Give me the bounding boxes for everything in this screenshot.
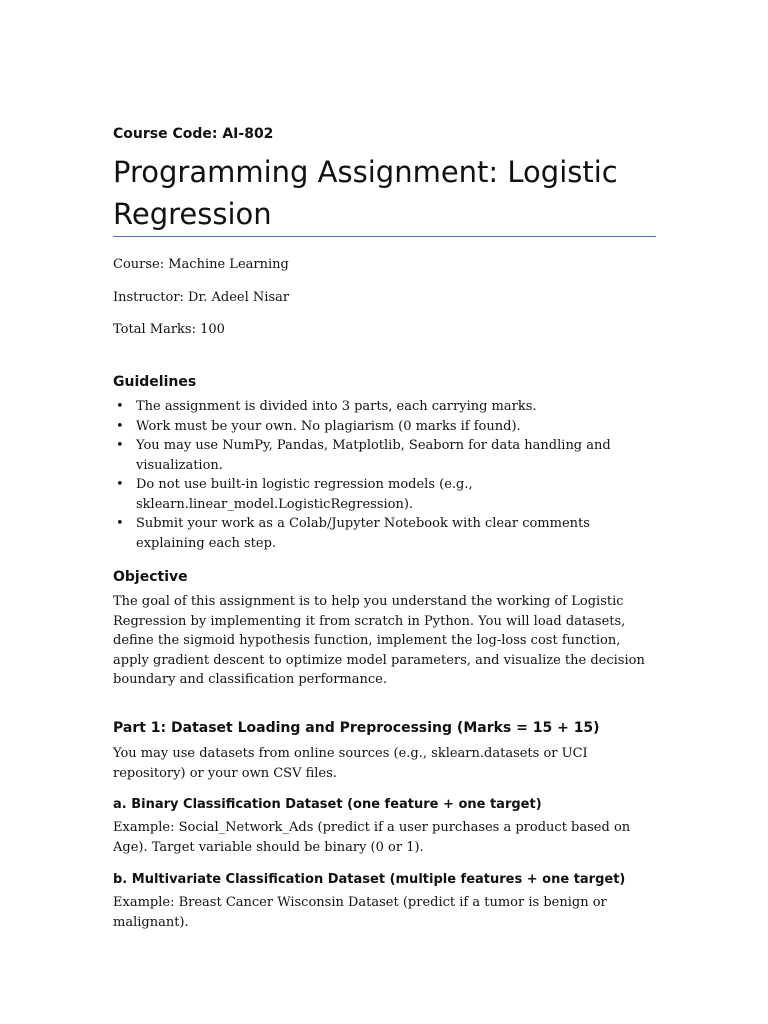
list-item: • Submit your work as a Colab/Jupyter Notebook with clear comments explaining each step. [113,514,658,553]
guidelines-list [113,397,658,553]
course-code: Course Code: AI-802 [113,126,274,142]
list-item: • You may use NumPy, Pandas, Matplotlib, Seaborn for data handling and visualization. [113,436,658,475]
title-divider [113,236,656,237]
course-name: Course: Machine Learning [113,257,289,272]
instructor: Instructor: Dr. Adeel Nisar [113,290,290,305]
objective-heading: Objective [113,569,188,585]
objective-text: The goal of this assignment is to help you understand the working of Logistic Regression by implementing it from scratch in Python. You will load datasets, define the sigmoid hypothesis function, implement the log-loss cost function, apply gradient descent to optimize model parameters, and visualize the decision boundary and classification performance. [113,594,645,687]
list-item: • The assignment is divided into 3 parts, each carrying marks. [113,397,658,417]
part1-a-text: Example: Social_Network_Ads (predict if a user purchases a product based on Age). Target variable should be binary (0 or 1). [113,820,631,855]
list-item: • Do not use built-in logistic regression models (e.g., sklearn.linear_model.LogisticRegression). [113,475,658,514]
part1-heading: Part 1: Dataset Loading and Preprocessing (Marks = 15 + 15) [113,720,600,736]
list-item: • Work must be your own. No plagiarism (0 marks if found). [113,417,658,437]
part1-b-text: Example: Breast Cancer Wisconsin Dataset (predict if a tumor is benign or malignant). [113,895,607,930]
document-title: Programming Assignment: Logistic Regression [113,155,618,231]
total-marks: Total Marks: 100 [113,322,225,337]
guidelines-heading: Guidelines [113,374,197,390]
part1-intro: You may use datasets from online sources (e.g., sklearn.datasets or UCI repository) or your own CSV files. [113,746,588,781]
part1-a-heading: a. Binary Classification Dataset (one feature + one target) [113,797,542,812]
part1-b-heading: b. Multivariate Classification Dataset (multiple features + one target) [113,872,626,887]
